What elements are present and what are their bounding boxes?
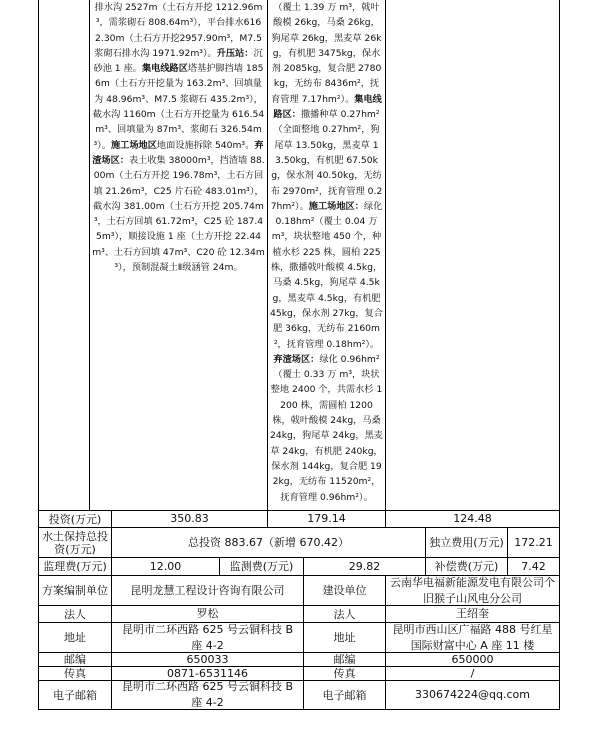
monitoring-fee-label: 监测费(万元) bbox=[220, 558, 304, 576]
fax-right-label: 传真 bbox=[304, 667, 386, 681]
investment-label: 投资(万元) bbox=[38, 510, 112, 528]
legal-person-left: 罗松 bbox=[112, 606, 304, 623]
engineering-measures-cell bbox=[90, 0, 268, 510]
designer-label: 方案编制单位 bbox=[38, 576, 112, 606]
zone-heading: 升压站： bbox=[216, 47, 254, 59]
builder-label: 建设单位 bbox=[304, 576, 386, 606]
zone-heading: 弃渣场区： bbox=[92, 139, 264, 166]
builder-value: 云南华电福新能源发电有限公司个旧猴子山风电分公司 bbox=[386, 576, 560, 606]
measure-text: 绿化 0.96hm²（覆土 0.33 万 m³，块状整地 2400 个，共需水杉 1200 株，需圆柏 1200 株，戟叶酸模 24kg，马桑 24kg，狗尾草 24kg，黑麦草 24kg，有机肥 240kg，保水剂 144kg，复合肥 192kg，无纺布 11520m²，抚育管理 0.96hm²）。 bbox=[270, 353, 383, 503]
measure-text: 浆砌石排水沟 1971.92m³）。 bbox=[94, 47, 217, 59]
independent-cost-value: 172.21 bbox=[508, 528, 560, 558]
measure-text: 绿化 0.18hm²（覆土 0.04 万 m³，块状整地 450 个，种植水杉 225 株，圆柏 225 株，撒播戟叶酸模 4.5kg，马桑 4.5kg，狗尾草 4.5kg，黑麦草 4.5kg，有机肥 45kg，保水剂 27kg，复合肥 36kg，无纺布 2160m²，抚育管理 0.18hm²）。 bbox=[270, 200, 383, 350]
email-label: 电子邮箱 bbox=[38, 681, 112, 710]
measures-table bbox=[38, 0, 560, 710]
investment-temporary: 124.48 bbox=[386, 510, 560, 528]
measure-text: 塔基护脚挡墙 1856m（土石方开挖量为 163.2m³、回填量为 48.96m³、M7.5 浆砌石 435.2m³），截水沟 1160m（土石方开挖量为 616.54m³、回填量为 87m³、浆砌石 326.54m³）。 bbox=[92, 63, 265, 151]
fax-right: / bbox=[386, 667, 560, 681]
compensation-fee-label: 补偿费(万元) bbox=[426, 558, 508, 576]
postcode-right: 650000 bbox=[386, 653, 560, 667]
address-left: 昆明市二环西路 625 号云铜科技 B 座 4-2 bbox=[112, 623, 304, 653]
zone-heading: 施工场地区： bbox=[308, 200, 364, 212]
measure-text: 需浆砌石 808.64m³），平台排水 bbox=[108, 17, 244, 29]
supervision-fee-value: 12.00 bbox=[112, 558, 220, 576]
monitoring-fee-value: 29.82 bbox=[304, 558, 426, 576]
email-left: 昆明市二环西路 625 号云铜科技 B 座 4-2 bbox=[112, 681, 304, 710]
measure-text: 沉砂池 1 座。 bbox=[93, 47, 263, 75]
legal-person-label: 法人 bbox=[38, 606, 112, 623]
address-right: 昆明市西山区广福路 488 号红星国际财富中心 A 座 11 楼 bbox=[386, 623, 560, 653]
temporary-measures-cell bbox=[386, 0, 560, 510]
legal-person-right: 王绍奎 bbox=[386, 606, 560, 623]
postcode-left: 650033 bbox=[112, 653, 304, 667]
zone-heading: 集电线路区 bbox=[141, 63, 188, 75]
measure-text: 排水沟 2527m（土石方开挖 1212.96m³， bbox=[94, 2, 263, 29]
address-right-label: 地址 bbox=[304, 623, 386, 653]
zone-heading: 集电线路区： bbox=[273, 93, 382, 121]
address-label: 地址 bbox=[38, 623, 112, 653]
legal-person-right-label: 法人 bbox=[304, 606, 386, 623]
postcode-label: 邮编 bbox=[38, 653, 112, 667]
plant-measures-text bbox=[268, 0, 385, 505]
designer-value: 昆明龙慧工程设计咨询有限公司 bbox=[112, 576, 304, 606]
investment-engineering: 350.83 bbox=[112, 510, 268, 528]
compensation-fee-value: 7.42 bbox=[508, 558, 560, 576]
measure-text: 表土收集 38000m³，挡渣墙 88.00m（土石方开挖 196.78m³，土石方回填 21.26m³，C25 片石砼 483.01m³），截水沟 381.00m（土石方开挖 205.74m³，土石方回填 61.72m³，C25 砼 187.45m³），顺接设施 1 座（土方开挖 22.44m³、土石方回填 47m³、C20 砼 12.34m³），预制混凝土Ⅱ级涵管 24m。 bbox=[92, 154, 265, 274]
email-right-label: 电子邮箱 bbox=[304, 681, 386, 710]
independent-cost-label: 独立费用(万元) bbox=[426, 528, 508, 558]
postcode-right-label: 邮编 bbox=[304, 653, 386, 667]
investment-plant: 179.14 bbox=[268, 510, 386, 528]
supervision-fee-label: 监理费(万元) bbox=[38, 558, 112, 576]
zone-heading: 弃渣场区： bbox=[273, 353, 320, 365]
measure-text: 撒播种草 0.27hm²（全面整地 0.27hm²，狗尾草 13.50kg，黑麦草 13.50kg，有机肥 67.50kg，保水剂 40.50kg，无纺布 2970m²，抚育管理 0.27hm²）。 bbox=[270, 109, 383, 212]
zone-heading: 施工场地区 bbox=[110, 139, 157, 151]
plant-measures-cell bbox=[268, 0, 386, 510]
measures-empty-left-cell bbox=[38, 0, 90, 510]
measure-text: （覆土 1.39 万 m³，戟叶酸模 26kg，马桑 26kg，狗尾草 26kg，黑麦草 26kg，有机肥 3475kg，保水剂 2085kg，复合肥 2780kg，无纺布 8436m²，抚育管理 7.17hm²）。 bbox=[271, 2, 382, 105]
total-investment-value: 总投资 883.67（新增 670.42） bbox=[112, 528, 426, 558]
fax-left: 0871-6531146 bbox=[112, 667, 304, 681]
fax-label: 传真 bbox=[38, 667, 112, 681]
total-investment-label: 水土保持总投资(万元) bbox=[38, 528, 112, 558]
measure-text: 6162.30m（土石方开挖2957.90m³，M7.5 bbox=[95, 17, 262, 44]
email-right: 330674224@qq.com bbox=[386, 681, 560, 710]
measure-text: 地面设施拆除 540m³。 bbox=[156, 139, 255, 151]
engineering-measures-text bbox=[90, 0, 267, 275]
